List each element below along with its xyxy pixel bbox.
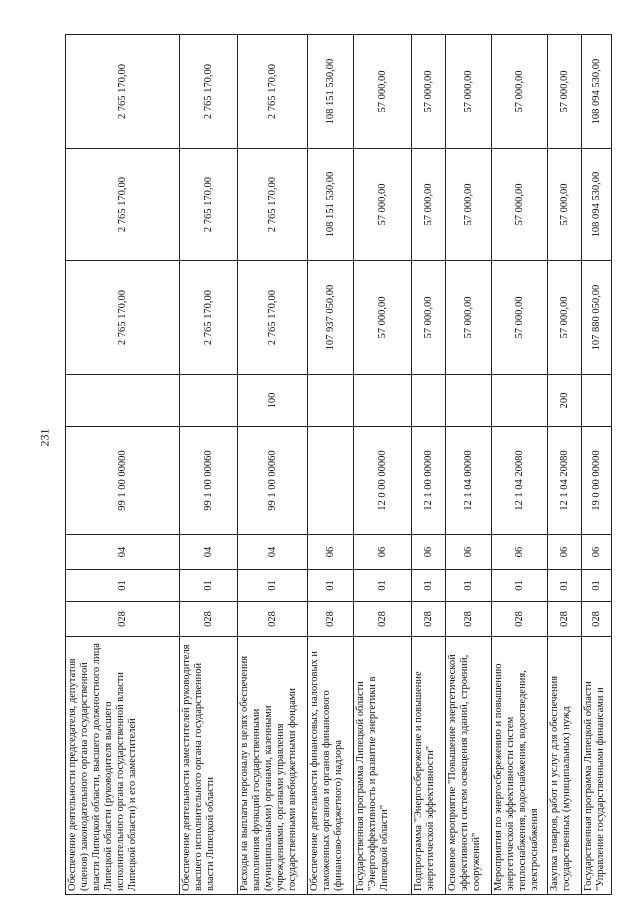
row-sum-3: 57 000,00 <box>354 35 412 149</box>
row-name: Обеспечение деятельности председателя, депутатов (членов) законодательного органа государственной власти Липецкой области, высшего должностного лица Липецкой области (руководителя высшего исполнительного органа государственной власти Липецкой области) и его заместителей <box>66 637 180 895</box>
row-razdel: 01 <box>582 570 612 602</box>
row-vr <box>354 375 412 427</box>
row-csr: 99 1 00 00060 <box>180 427 238 535</box>
row-podrazdel: 06 <box>308 535 354 570</box>
row-csr: 12 1 04 00000 <box>446 427 492 535</box>
row-csr: 99 1 00 00060 <box>238 427 308 535</box>
row-razdel: 01 <box>492 570 548 602</box>
row-sum-1: 57 000,00 <box>354 261 412 375</box>
row-podrazdel: 04 <box>180 535 238 570</box>
row-sum-2: 57 000,00 <box>548 149 582 261</box>
row-podrazdel: 06 <box>446 535 492 570</box>
row-sum-2: 108 151 530,00 <box>308 149 354 261</box>
row-razdel: 01 <box>66 570 180 602</box>
budget-table <box>65 34 612 895</box>
row-name: Обеспечение деятельности заместителей руководителя высшего исполнительного органа государственной власти Липецкой области <box>180 637 238 895</box>
row-sum-2: 57 000,00 <box>354 149 412 261</box>
budget-table-container <box>65 35 606 895</box>
row-name: Закупка товаров, работ и услуг для обеспечения государственных (муниципальных) нужд <box>548 637 582 895</box>
row-name: Государственная программа Липецкой области "Управление государственными финансами и <box>582 637 612 895</box>
row-podrazdel: 06 <box>492 535 548 570</box>
row-razdel: 01 <box>308 570 354 602</box>
row-sum-1: 2 765 170,00 <box>180 261 238 375</box>
row-sum-1: 2 765 170,00 <box>238 261 308 375</box>
row-csr: 12 0 00 00000 <box>354 427 412 535</box>
row-ved: 028 <box>412 602 446 637</box>
row-razdel: 01 <box>238 570 308 602</box>
row-vr <box>492 375 548 427</box>
row-vr: 200 <box>548 375 582 427</box>
row-sum-1: 57 000,00 <box>412 261 446 375</box>
row-sum-3: 57 000,00 <box>548 35 582 149</box>
row-name: Основное мероприятие "Повышение энергетической эффективности систем освещения зданий, строений, сооружений" <box>446 637 492 895</box>
table-row <box>582 35 612 895</box>
row-vr <box>446 375 492 427</box>
row-razdel: 01 <box>548 570 582 602</box>
row-name: Государственная программа Липецкой области "Энергоэффективность и развитие энергетики в Липецкой области" <box>354 637 412 895</box>
table-row <box>238 35 308 895</box>
row-csr: 12 1 00 00000 <box>412 427 446 535</box>
row-vr <box>412 375 446 427</box>
row-vr <box>180 375 238 427</box>
rotated-sheet <box>65 35 606 895</box>
row-ved: 028 <box>492 602 548 637</box>
row-vr <box>308 375 354 427</box>
table-row <box>180 35 238 895</box>
table-row <box>66 35 180 895</box>
row-podrazdel: 06 <box>582 535 612 570</box>
row-sum-3: 108 151 530,00 <box>308 35 354 149</box>
row-ved: 028 <box>238 602 308 637</box>
row-sum-2: 2 765 170,00 <box>66 149 180 261</box>
row-sum-3: 57 000,00 <box>492 35 548 149</box>
row-csr: 12 1 04 20080 <box>548 427 582 535</box>
table-row <box>412 35 446 895</box>
row-sum-2: 57 000,00 <box>412 149 446 261</box>
row-vr <box>582 375 612 427</box>
row-sum-2: 2 765 170,00 <box>238 149 308 261</box>
row-sum-1: 107 880 050,00 <box>582 261 612 375</box>
row-podrazdel: 04 <box>66 535 180 570</box>
row-sum-3: 2 765 170,00 <box>238 35 308 149</box>
row-name: Расходы на выплаты персоналу в целях обеспечения выполнения функций государственными (муниципальными) органами, казенными учреждениями, органами управления государственными внебюджетными фондами <box>238 637 308 895</box>
row-sum-3: 57 000,00 <box>446 35 492 149</box>
row-csr: 12 1 04 20080 <box>492 427 548 535</box>
row-sum-2: 108 094 530,00 <box>582 149 612 261</box>
row-vr: 100 <box>238 375 308 427</box>
row-ved: 028 <box>446 602 492 637</box>
row-sum-1: 2 765 170,00 <box>66 261 180 375</box>
row-sum-3: 57 000,00 <box>412 35 446 149</box>
page-number: 231 <box>37 428 52 447</box>
table-row <box>492 35 548 895</box>
row-razdel: 01 <box>412 570 446 602</box>
row-csr: 99 1 00 00000 <box>66 427 180 535</box>
row-sum-2: 57 000,00 <box>492 149 548 261</box>
row-csr <box>308 427 354 535</box>
row-sum-2: 57 000,00 <box>446 149 492 261</box>
row-name: Мероприятия по энергосбережению и повышению энергетической эффективности систем теплоснабжения, водоснабжения, водоотведения, электроснабжения <box>492 637 548 895</box>
row-podrazdel: 06 <box>548 535 582 570</box>
table-row <box>446 35 492 895</box>
row-sum-2: 2 765 170,00 <box>180 149 238 261</box>
row-ved: 028 <box>66 602 180 637</box>
row-sum-3: 2 765 170,00 <box>180 35 238 149</box>
row-name: Подпрограмма "Энергосбережение и повышение энергетической эффективности" <box>412 637 446 895</box>
row-ved: 028 <box>354 602 412 637</box>
row-podrazdel: 06 <box>354 535 412 570</box>
row-sum-1: 107 937 050,00 <box>308 261 354 375</box>
row-podrazdel: 04 <box>238 535 308 570</box>
row-sum-3: 2 765 170,00 <box>66 35 180 149</box>
row-sum-1: 57 000,00 <box>548 261 582 375</box>
row-razdel: 01 <box>354 570 412 602</box>
row-ved: 028 <box>308 602 354 637</box>
row-podrazdel: 06 <box>412 535 446 570</box>
table-row <box>354 35 412 895</box>
row-csr: 19 0 00 00000 <box>582 427 612 535</box>
table-row <box>548 35 582 895</box>
row-ved: 028 <box>548 602 582 637</box>
row-razdel: 01 <box>180 570 238 602</box>
row-razdel: 01 <box>446 570 492 602</box>
row-ved: 028 <box>582 602 612 637</box>
row-name: Обеспечение деятельности финансовых, налоговых и таможенных органов и органов финансового (финансово-бюджетного) надзора <box>308 637 354 895</box>
table-row <box>308 35 354 895</box>
row-sum-1: 57 000,00 <box>492 261 548 375</box>
row-sum-1: 57 000,00 <box>446 261 492 375</box>
row-ved: 028 <box>180 602 238 637</box>
row-sum-3: 108 094 530,00 <box>582 35 612 149</box>
row-vr <box>66 375 180 427</box>
